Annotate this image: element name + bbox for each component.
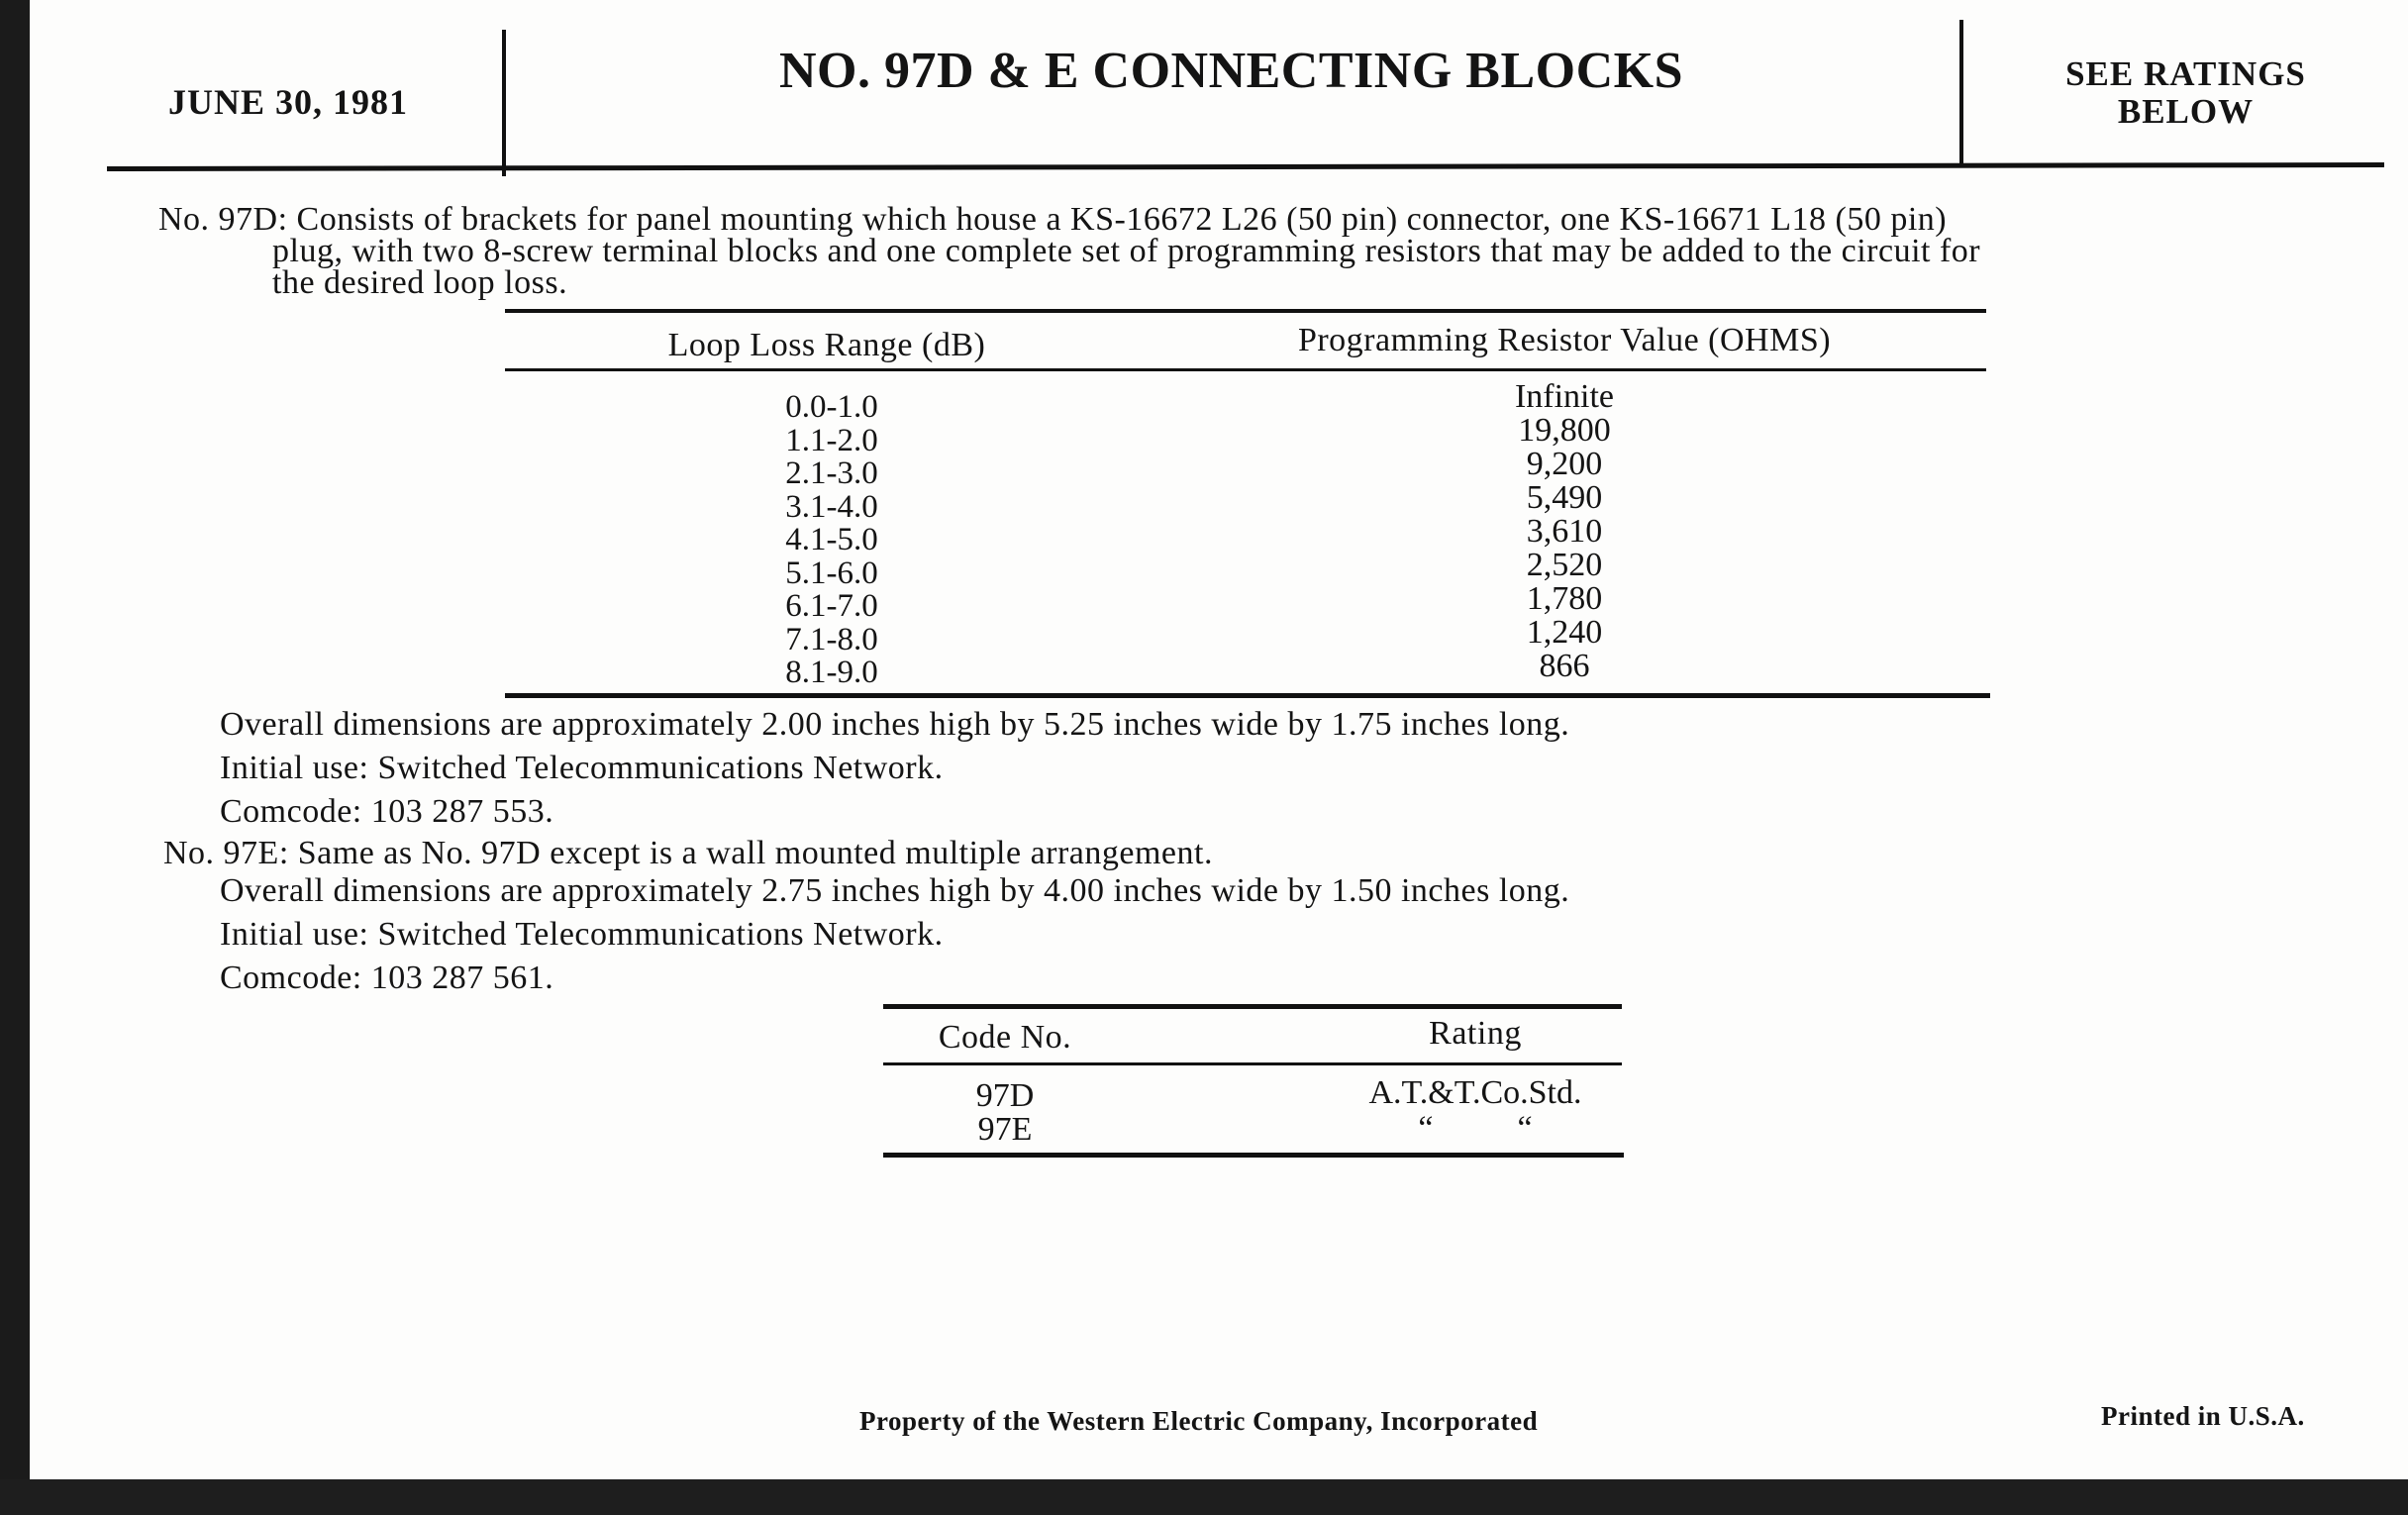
header-divider-right — [1959, 20, 1963, 166]
rating-table-bottom-rule — [883, 1153, 1624, 1158]
header-rule — [107, 162, 2384, 171]
rating-table-header-rule — [883, 1062, 1622, 1065]
rating-cell: “ “ — [1418, 1110, 1533, 1147]
e97-initial-use: Initial use: Switched Telecommunications Network. — [220, 916, 944, 953]
scan-border-bottom — [0, 1479, 2408, 1515]
intro-line-2: plug, with two 8-screw terminal blocks and one complete set of programming resistors that may be added to the circuit for — [272, 233, 1981, 269]
d97-dimensions: Overall dimensions are approximately 2.00 inches high by 5.25 inches wide by 1.75 inches long. — [220, 706, 1570, 743]
rating-note-line-2: BELOW — [2117, 92, 2255, 131]
loss-table-top-rule — [505, 309, 1986, 313]
printed-notice: Printed in U.S.A. — [2101, 1401, 2305, 1431]
e97-dimensions: Overall dimensions are approximately 2.75 inches high by 4.00 inches wide by 1.50 inches long. — [220, 872, 1570, 909]
e97-description: No. 97E: Same as No. 97D except is a wall mounted multiple arrangement. — [163, 835, 1213, 871]
loss-range-cell: 1.1-2.0 — [785, 422, 878, 458]
resistor-value-cell: 3,610 — [1526, 513, 1603, 550]
property-notice: Property of the Western Electric Company, Incorporated — [859, 1406, 1539, 1436]
e97-comcode: Comcode: 103 287 561. — [220, 960, 554, 996]
d97-comcode: Comcode: 103 287 553. — [220, 793, 554, 830]
resistor-value-cell: 19,800 — [1518, 412, 1611, 449]
issue-date: JUNE 30, 1981 — [168, 82, 409, 122]
code-cell: 97D — [975, 1077, 1035, 1114]
code-column — [886, 1079, 1124, 1147]
rating-cell: A.T.&T.Co.Std. — [1368, 1074, 1582, 1111]
loss-range-cell: 2.1-3.0 — [785, 455, 878, 491]
resistor-value-cell: 2,520 — [1526, 547, 1603, 583]
rating-table-header-code: Code No. — [938, 1019, 1072, 1056]
loss-range-cell: 3.1-4.0 — [785, 488, 878, 525]
loss-range-cell: 7.1-8.0 — [785, 621, 878, 657]
rating-table-header-rating: Rating — [1429, 1015, 1522, 1052]
header-divider-left — [502, 30, 506, 176]
code-cell: 97E — [977, 1111, 1033, 1148]
loss-table-bottom-rule — [505, 693, 1990, 698]
intro-line-3: the desired loop loss. — [272, 264, 568, 301]
document-title: NO. 97D & E CONNECTING BLOCKS — [778, 43, 1684, 99]
loss-table-header-range: Loop Loss Range (dB) — [667, 327, 986, 363]
rating-note-line-1: SEE RATINGS — [2065, 54, 2306, 93]
resistor-value-cell: 1,780 — [1526, 580, 1603, 617]
loss-range-cell: 0.0-1.0 — [785, 389, 878, 425]
loss-range-cell: 5.1-6.0 — [785, 555, 878, 591]
rating-column — [1287, 1075, 1663, 1147]
resistor-value-cell: Infinite — [1514, 378, 1615, 415]
resistor-value-cell: 1,240 — [1526, 614, 1603, 651]
resistor-value-cell: 5,490 — [1526, 479, 1603, 516]
scan-border-left — [0, 0, 30, 1515]
rating-note — [2020, 55, 2352, 131]
loss-range-cell: 4.1-5.0 — [785, 522, 878, 557]
intro-paragraph — [158, 201, 1981, 301]
resistor-value-cell: 866 — [1539, 648, 1590, 684]
d97-initial-use: Initial use: Switched Telecommunications Network. — [220, 750, 944, 786]
loss-range-cell: 8.1-9.0 — [785, 655, 878, 690]
loss-table-header-resistor: Programming Resistor Value (OHMS) — [1297, 322, 1832, 358]
loss-table-header-rule — [505, 368, 1986, 371]
intro-line-1: No. 97D: Consists of brackets for panel mounting which house a KS-16672 L26 (50 pin) connector, one KS-16671 L18 (50 pin) — [158, 201, 1948, 238]
rating-table-top-rule — [883, 1004, 1622, 1009]
loss-range-column — [515, 391, 1149, 690]
loss-range-cell: 6.1-7.0 — [785, 588, 878, 624]
resistor-value-cell: 9,200 — [1526, 446, 1603, 482]
resistor-value-column — [1297, 380, 1832, 683]
